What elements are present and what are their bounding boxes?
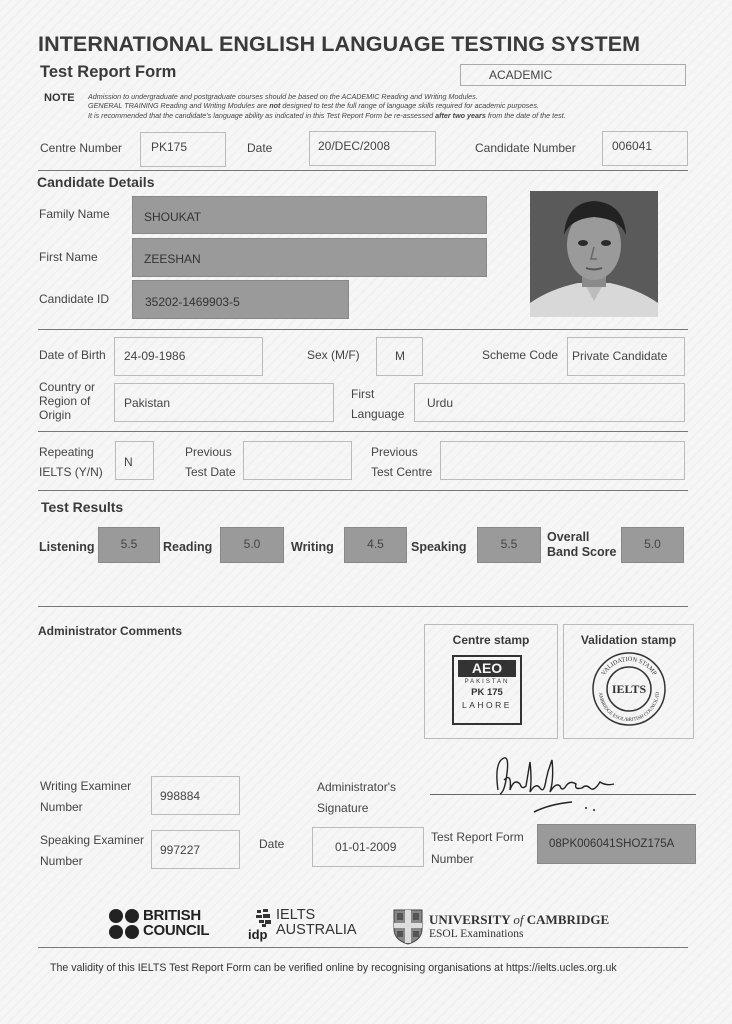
previous-test-centre-label bbox=[371, 442, 432, 482]
first-name-label: First Name bbox=[39, 250, 98, 264]
repeating-value: N bbox=[124, 455, 133, 469]
centre-stamp-code: PK 175 bbox=[471, 687, 503, 698]
sex-field bbox=[376, 337, 423, 376]
speaking-examiner-label bbox=[40, 830, 144, 872]
previous-test-date-label-line-1: Previous bbox=[185, 445, 232, 459]
cambridge-of: of bbox=[513, 912, 524, 927]
validation-stamp-box bbox=[563, 624, 694, 739]
validation-stamp-center: IELTS bbox=[611, 682, 647, 696]
first-name-value: ZEESHAN bbox=[144, 252, 201, 266]
module-value: ACADEMIC bbox=[489, 68, 553, 82]
repeating-field bbox=[115, 441, 154, 480]
divider bbox=[38, 947, 688, 948]
overall-band-score: 5.0 bbox=[621, 527, 684, 563]
writing-score: 4.5 bbox=[344, 527, 407, 563]
centre-number-field bbox=[140, 132, 226, 167]
previous-test-date-label bbox=[185, 442, 236, 482]
speaking-label: Speaking bbox=[411, 540, 467, 554]
ielts-australia-line-2: AUSTRALIA bbox=[276, 922, 357, 938]
cambridge-line-1 bbox=[429, 912, 609, 928]
speaking-score: 5.5 bbox=[477, 527, 541, 563]
centre-stamp-city: LAHORE bbox=[462, 700, 512, 710]
idp-mark: idp bbox=[248, 927, 268, 942]
writing-examiner-label bbox=[40, 776, 131, 818]
first-language-field bbox=[414, 383, 685, 422]
note-line-2-pre: GENERAL TRAINING Reading and Writing Modules are bbox=[88, 101, 270, 111]
centre-stamp bbox=[452, 655, 522, 725]
country-value: Pakistan bbox=[124, 396, 171, 410]
note-line-3-bold: after two years bbox=[435, 110, 486, 120]
cambridge-logo bbox=[393, 909, 623, 945]
module-box bbox=[460, 64, 686, 86]
note-line-2-post: designed to test the full range of language skills required for academic purposes. bbox=[280, 101, 539, 111]
scheme-code-value: Private Candidate bbox=[572, 349, 668, 363]
previous-test-centre-label-line-2: Test Centre bbox=[371, 465, 433, 479]
centre-stamp-country: PAKISTAN bbox=[464, 679, 510, 685]
speaking-examiner-value: 997227 bbox=[160, 843, 201, 857]
idp-ielts-australia-logo bbox=[248, 908, 358, 942]
administrator-comments-label: Administrator Comments bbox=[38, 624, 183, 638]
note-text bbox=[88, 92, 566, 120]
divider bbox=[38, 606, 688, 607]
admin-date-value: 01-01-2009 bbox=[335, 840, 397, 854]
first-language-label-line-2: Language bbox=[351, 407, 405, 421]
date-value: 20/DEC/2008 bbox=[318, 139, 391, 153]
family-name-field bbox=[132, 196, 487, 234]
candidate-number-label: Candidate Number bbox=[475, 141, 576, 155]
speaking-examiner-label-line-2: Number bbox=[40, 854, 83, 868]
divider bbox=[38, 431, 688, 432]
admin-date-label: Date bbox=[259, 837, 285, 851]
overall-band-label bbox=[547, 530, 616, 560]
british-council-logo bbox=[108, 908, 218, 942]
repeating-label-line-1: Repeating bbox=[39, 445, 94, 459]
previous-test-date-field bbox=[243, 441, 352, 480]
centre-number-label: Centre Number bbox=[40, 141, 123, 155]
admin-date-field bbox=[312, 827, 424, 867]
portrait-image bbox=[530, 191, 658, 317]
british-council-wordmark bbox=[143, 908, 209, 938]
candidate-number-field bbox=[602, 131, 688, 166]
form-title: INTERNATIONAL ENGLISH LANGUAGE TESTING SYSTEM bbox=[38, 32, 641, 56]
candidate-id-field bbox=[132, 280, 349, 319]
candidate-photo bbox=[530, 191, 658, 317]
idp-globe-icon bbox=[254, 908, 274, 928]
scheme-code-label: Scheme Code bbox=[482, 348, 559, 362]
writing-examiner-label-line-1: Writing Examiner bbox=[40, 779, 132, 793]
listening-score: 5.5 bbox=[98, 527, 160, 563]
date-field bbox=[309, 131, 436, 166]
note-line-3-pre: It is recommended that the candidate's language ability as indicated in this Test Report Form be re-assessed bbox=[88, 110, 436, 120]
country-label bbox=[39, 380, 95, 422]
ielts-australia-wordmark bbox=[276, 908, 357, 938]
writing-label: Writing bbox=[291, 540, 334, 554]
family-name-label: Family Name bbox=[39, 207, 110, 221]
test-results-heading: Test Results bbox=[41, 499, 124, 515]
dob-value: 24-09-1986 bbox=[124, 349, 186, 363]
sex-value: M bbox=[395, 349, 405, 363]
divider bbox=[38, 170, 688, 171]
verification-footer: The validity of this IELTS Test Report Form can be verified online by recognising organisations at https://ielts.ucles.org.uk bbox=[50, 962, 617, 974]
note-line-3-post: from the date of the test. bbox=[485, 110, 566, 120]
country-label-line-3: Origin bbox=[39, 408, 72, 422]
first-language-value: Urdu bbox=[427, 396, 454, 410]
divider bbox=[38, 329, 688, 330]
candidate-id-value: 35202-1469903-5 bbox=[145, 295, 240, 309]
speaking-examiner-label-line-1: Speaking Examiner bbox=[40, 833, 145, 847]
british-council-line-1: BRITISH bbox=[143, 907, 201, 924]
repeating-label-line-2: IELTS (Y/N) bbox=[39, 465, 103, 479]
centre-stamp-box bbox=[424, 624, 558, 739]
centre-stamp-label: Centre stamp bbox=[452, 633, 530, 647]
centre-number-value: PK175 bbox=[151, 140, 188, 154]
british-council-dots-icon bbox=[108, 908, 140, 940]
trf-number-label-line-1: Test Report Form bbox=[431, 830, 524, 844]
note-line-1: Admission to undergraduate and postgraduate courses should be based on the ACADEMIC Reading and Writing Modules. bbox=[88, 92, 478, 101]
note-line-3 bbox=[88, 111, 566, 120]
country-label-line-1: Country or bbox=[39, 380, 96, 394]
reading-score: 5.0 bbox=[220, 527, 284, 563]
writing-examiner-field bbox=[151, 776, 240, 815]
administrator-signature-label-line-1: Administrator's bbox=[317, 780, 396, 794]
administrator-signature bbox=[490, 750, 640, 814]
writing-examiner-value: 998884 bbox=[160, 789, 201, 803]
dob-label: Date of Birth bbox=[39, 348, 106, 362]
note-line-2-bold: not bbox=[269, 101, 281, 111]
note-label: NOTE bbox=[44, 92, 75, 104]
note-line-2 bbox=[88, 101, 566, 110]
overall-band-label-line-1: Overall bbox=[547, 530, 590, 544]
cambridge-university: UNIVERSITY bbox=[429, 912, 514, 927]
form-subtitle: Test Report Form bbox=[40, 63, 177, 81]
writing-examiner-label-line-2: Number bbox=[40, 800, 83, 814]
cambridge-line-2: ESOL Examinations bbox=[429, 928, 524, 940]
british-council-line-2: COUNCIL bbox=[143, 922, 210, 939]
date-label: Date bbox=[247, 141, 273, 155]
administrator-signature-label-line-2: Signature bbox=[317, 801, 369, 815]
dob-field bbox=[114, 337, 263, 376]
reading-label: Reading bbox=[163, 540, 213, 554]
previous-test-centre-label-line-1: Previous bbox=[371, 445, 418, 459]
administrator-signature-label bbox=[317, 777, 396, 819]
trf-number-value: 08PK006041SHOZ175A bbox=[549, 838, 675, 850]
country-label-line-2: Region of bbox=[39, 394, 91, 408]
cambridge-name: CAMBRIDGE bbox=[523, 912, 610, 927]
divider bbox=[38, 490, 688, 491]
ielts-australia-line-1: IELTS bbox=[276, 907, 316, 923]
cambridge-shield-icon bbox=[393, 909, 423, 945]
validation-stamp-ring-bottom: AMBRIDGE ESOL/BRITISH COUNCIL/ID bbox=[596, 691, 662, 724]
scheme-code-field bbox=[567, 337, 685, 376]
validation-stamp-seal bbox=[591, 651, 667, 727]
sex-label: Sex (M/F) bbox=[307, 348, 360, 362]
previous-test-date-label-line-2: Test Date bbox=[185, 465, 236, 479]
family-name-value: SHOUKAT bbox=[144, 210, 202, 224]
first-language-label-line-1: First bbox=[351, 387, 375, 401]
trf-number-field bbox=[537, 824, 696, 864]
candidate-details-heading: Candidate Details bbox=[37, 174, 155, 190]
first-name-field bbox=[132, 238, 487, 277]
centre-stamp-org: AEO bbox=[458, 660, 516, 677]
speaking-examiner-field bbox=[151, 830, 240, 869]
trf-number-label-line-2: Number bbox=[431, 852, 474, 866]
country-field bbox=[114, 383, 334, 422]
previous-test-centre-field bbox=[440, 441, 685, 480]
validation-stamp-label: Validation stamp bbox=[580, 633, 677, 647]
validation-stamp-ring-top: VALIDATION STAMP bbox=[600, 655, 658, 677]
candidate-number-value: 006041 bbox=[612, 139, 653, 153]
validation-stamp bbox=[591, 651, 667, 727]
first-language-label bbox=[351, 384, 404, 424]
overall-band-label-line-2: Band Score bbox=[547, 545, 617, 559]
trf-number-label bbox=[431, 826, 524, 870]
candidate-id-label: Candidate ID bbox=[39, 292, 110, 306]
repeating-label bbox=[39, 442, 103, 482]
listening-label: Listening bbox=[39, 540, 95, 554]
